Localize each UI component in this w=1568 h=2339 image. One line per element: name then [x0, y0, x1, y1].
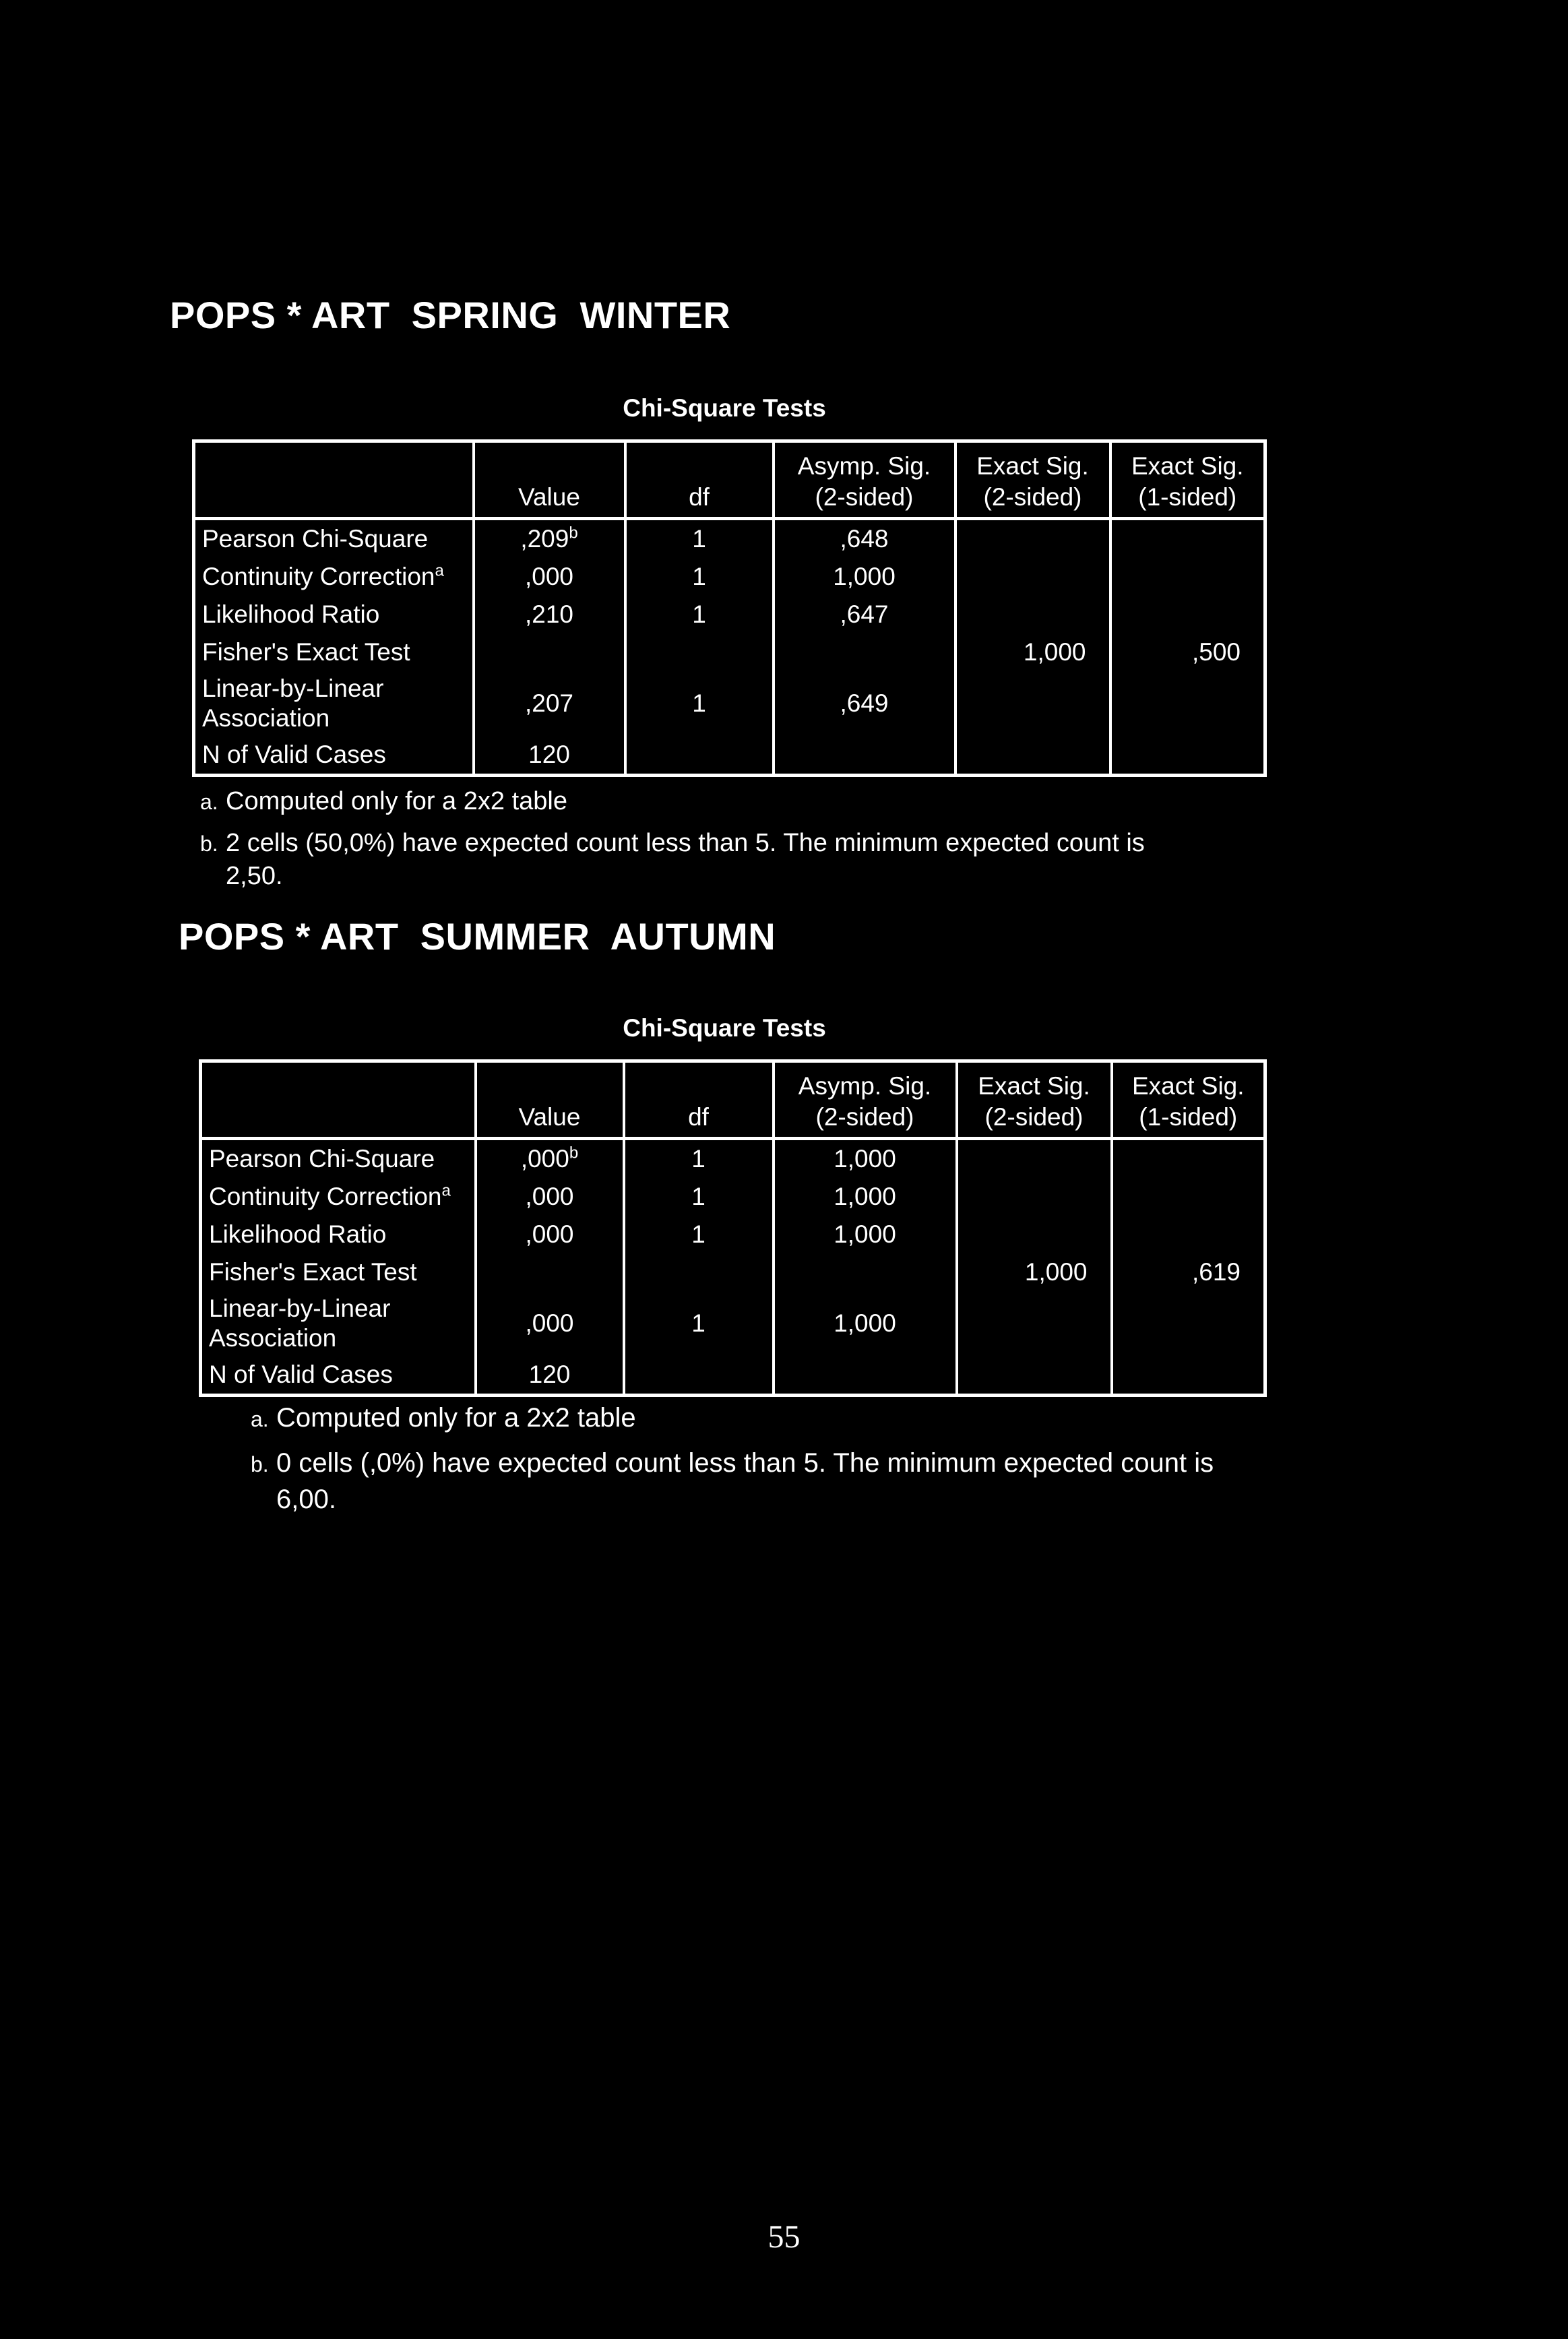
- table-header-row: [194, 441, 1265, 519]
- cell-exact2: [957, 1291, 1112, 1356]
- cell-value: 120: [476, 1356, 624, 1396]
- cell-value: ,209$^b$: [474, 519, 625, 559]
- table-row: [201, 1291, 1265, 1356]
- table-header-row: [201, 1061, 1265, 1139]
- cell-asymp: [774, 736, 955, 776]
- cell-asymp: 1,000: [774, 1291, 957, 1356]
- table-row: [194, 671, 1265, 736]
- footnote-a: a. Computed only for a 2x2 table: [200, 787, 567, 815]
- cell-exact1: [1110, 671, 1265, 736]
- table-row: [194, 519, 1265, 559]
- cell-value: ,210: [474, 596, 625, 633]
- header-exact-sig-1: Exact Sig. (1-sided): [1112, 1061, 1265, 1139]
- cell-asymp: ,649: [774, 671, 955, 736]
- cell-exact2: [955, 519, 1110, 559]
- table-row: [201, 1216, 1265, 1253]
- chi-square-table: [192, 439, 1267, 777]
- row-label: Pearson Chi-Square: [209, 1145, 435, 1173]
- section-heading: POPS * ART SUMMER AUTUMN: [179, 915, 776, 958]
- cell-exact2: [955, 596, 1110, 633]
- cell-exact1: [1112, 1291, 1265, 1356]
- table-caption: Chi-Square Tests: [623, 1014, 826, 1042]
- footnote-b: b. 2 cells (50,0%) have expected count less than 5. The minimum expected count is 2,50.: [200, 829, 1145, 890]
- table-caption: Chi-Square Tests: [623, 394, 826, 422]
- row-label: Fisher's Exact Test: [209, 1258, 417, 1286]
- cell-exact1: [1112, 1178, 1265, 1216]
- row-label: Linear-by-Linear Association: [209, 1295, 391, 1352]
- cell-exact2: 1,000: [957, 1253, 1112, 1291]
- cell-value: [476, 1253, 624, 1291]
- cell-df: 1: [625, 558, 774, 596]
- cell-asymp: [774, 633, 955, 671]
- cell-value: ,000: [476, 1178, 624, 1216]
- table-row: [194, 558, 1265, 596]
- row-label: Likelihood Ratio: [209, 1220, 387, 1248]
- cell-exact2: 1,000: [955, 633, 1110, 671]
- cell-value: ,207: [474, 671, 625, 736]
- header-exact-sig-2: Exact Sig. (2-sided): [955, 441, 1110, 519]
- table-row: [194, 736, 1265, 776]
- header-asymp-sig: Asymp. Sig. (2-sided): [774, 441, 955, 519]
- cell-asymp: 1,000: [774, 1216, 957, 1253]
- row-label: Continuity Correction$^a$: [202, 561, 444, 590]
- cell-asymp: 1,000: [774, 1139, 957, 1179]
- cell-exact1: ,619: [1112, 1253, 1265, 1291]
- cell-exact2: [955, 736, 1110, 776]
- cell-value: ,000$^b$: [476, 1139, 624, 1179]
- page-number: 55: [767, 2219, 801, 2255]
- cell-exact1: [1112, 1216, 1265, 1253]
- cell-df: 1: [624, 1216, 774, 1253]
- section-heading: POPS * ART SPRING WINTER: [170, 294, 731, 336]
- header-value: Value: [474, 441, 625, 519]
- cell-df: 1: [624, 1291, 774, 1356]
- cell-exact1: [1110, 519, 1265, 559]
- cell-df: 1: [625, 519, 774, 559]
- header-exact-sig-1: Exact Sig. (1-sided): [1110, 441, 1265, 519]
- cell-df: [625, 633, 774, 671]
- row-label: N of Valid Cases: [209, 1361, 393, 1388]
- cell-asymp: [774, 1356, 957, 1396]
- cell-exact2: [957, 1356, 1112, 1396]
- cell-exact2: [957, 1139, 1112, 1179]
- cell-asymp: 1,000: [774, 558, 955, 596]
- table-row: [201, 1178, 1265, 1216]
- footnote-a: a. Computed only for a 2x2 table: [251, 1403, 636, 1433]
- chi-square-table: [199, 1059, 1267, 1397]
- header-corner: [194, 441, 474, 519]
- table-row: [201, 1253, 1265, 1291]
- cell-exact1: [1110, 558, 1265, 596]
- cell-exact2: [957, 1178, 1112, 1216]
- cell-exact1: [1112, 1139, 1265, 1179]
- cell-df: 1: [625, 671, 774, 736]
- cell-df: 1: [624, 1139, 774, 1179]
- table-row: [201, 1139, 1265, 1179]
- cell-value: [474, 633, 625, 671]
- cell-value: ,000: [476, 1216, 624, 1253]
- header-df: df: [624, 1061, 774, 1139]
- header-value: Value: [476, 1061, 624, 1139]
- row-label: Fisher's Exact Test: [202, 638, 410, 666]
- header-df: df: [625, 441, 774, 519]
- cell-df: [624, 1356, 774, 1396]
- row-label: Likelihood Ratio: [202, 600, 380, 628]
- cell-exact2: [955, 671, 1110, 736]
- cell-exact1: ,500: [1110, 633, 1265, 671]
- cell-df: [624, 1253, 774, 1291]
- cell-value: 120: [474, 736, 625, 776]
- table-row: [194, 596, 1265, 633]
- header-asymp-sig: Asymp. Sig. (2-sided): [774, 1061, 957, 1139]
- footnote-b: b. 0 cells (,0%) have expected count less than 5. The minimum expected count is 6,00.: [251, 1448, 1214, 1514]
- cell-exact1: [1110, 736, 1265, 776]
- cell-asymp: ,648: [774, 519, 955, 559]
- cell-asymp: [774, 1253, 957, 1291]
- cell-exact1: [1110, 596, 1265, 633]
- cell-value: ,000: [474, 558, 625, 596]
- cell-exact1: [1112, 1356, 1265, 1396]
- header-exact-sig-2: Exact Sig. (2-sided): [957, 1061, 1112, 1139]
- header-corner: [201, 1061, 476, 1139]
- row-label: N of Valid Cases: [202, 741, 386, 768]
- cell-value: ,000: [476, 1291, 624, 1356]
- cell-df: [625, 736, 774, 776]
- row-label: Pearson Chi-Square: [202, 525, 429, 553]
- row-label: Continuity Correction$^a$: [209, 1181, 451, 1210]
- cell-exact2: [957, 1216, 1112, 1253]
- cell-df: 1: [625, 596, 774, 633]
- table-row: [194, 633, 1265, 671]
- cell-exact2: [955, 558, 1110, 596]
- cell-asymp: 1,000: [774, 1178, 957, 1216]
- cell-df: 1: [624, 1178, 774, 1216]
- row-label: Linear-by-Linear Association: [202, 675, 384, 732]
- cell-asymp: ,647: [774, 596, 955, 633]
- table-row: [201, 1356, 1265, 1396]
